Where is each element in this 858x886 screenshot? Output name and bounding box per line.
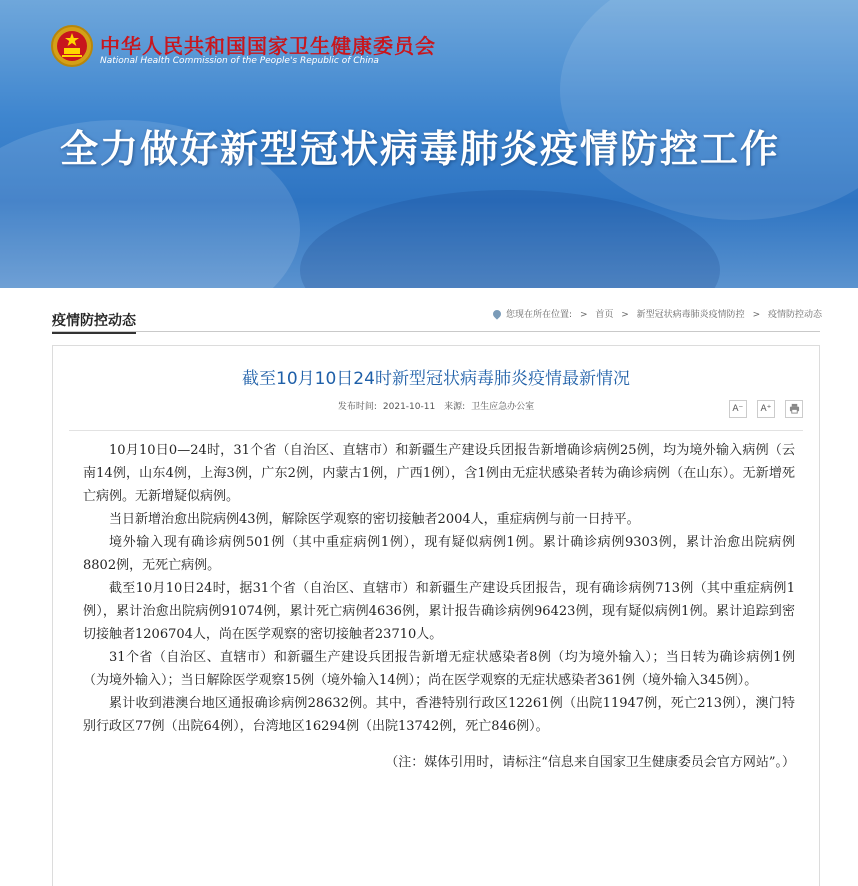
breadcrumb-item-current[interactable]: 疫情防控动态 <box>767 310 822 320</box>
article-tools <box>724 398 803 418</box>
source-label: 来源: <box>444 402 466 412</box>
breadcrumb-separator: > <box>579 310 588 320</box>
article-body <box>83 439 795 774</box>
article-container <box>52 345 820 886</box>
source-value: 卫生应急办公室 <box>471 402 535 412</box>
breadcrumb-item-epidemic-control[interactable]: 新型冠状病毒肺炎疫情防控 <box>636 310 745 320</box>
citation-note: （注：媒体引用时，请标注“信息来自国家卫生健康委员会官方网站”。） <box>385 755 795 770</box>
section-divider <box>52 331 820 332</box>
breadcrumb-prefix: 您现在所在位置: <box>506 310 573 320</box>
publish-date: 2021-10-11 <box>382 402 436 412</box>
org-name-en[interactable]: National Health Commission of the People's Republic of China <box>100 56 379 66</box>
section-title: 疫情防控动态 <box>52 310 136 334</box>
national-emblem-icon[interactable] <box>50 24 94 68</box>
meta-divider <box>69 430 803 431</box>
article-paragraph: 31个省（自治区、直辖市）和新疆生产建设兵团报告新增无症状感染者8例（均为境外输入）；当日转为确诊病例1例（为境外输入）；当日解除医学观察15例（境外输入14例）；尚在医学观察的无症状感染者361例（境外输入345例）。 <box>83 650 795 688</box>
print-button[interactable] <box>785 400 803 418</box>
article-paragraph: 境外输入现有确诊病例501例（其中重症病例1例），现有疑似病例1例。累计确诊病例9303例，累计治愈出院病例8802例，无死亡病例。 <box>83 535 795 573</box>
breadcrumb-separator: > <box>752 310 761 320</box>
banner-slogan: 全力做好新型冠状病毒肺炎疫情防控工作 <box>60 127 781 171</box>
article-meta <box>53 399 819 412</box>
article-paragraph: 累计收到港澳台地区通报确诊病例28632例。其中，香港特别行政区12261例（出院11947例，死亡213例），澳门特别行政区77例（出院64例），台湾地区16294例（出院13742例，死亡846例）。 <box>83 696 795 734</box>
font-decrease-button[interactable]: A⁻ <box>729 400 747 418</box>
location-pin-icon <box>491 308 502 319</box>
font-increase-button[interactable]: A⁺ <box>757 400 775 418</box>
article-paragraph: 10月10日0—24时，31个省（自治区、直辖市）和新疆生产建设兵团报告新增确诊病例25例，均为境外输入病例（云南14例，山东4例，上海3例，广东2例，内蒙古1例，广西1例），含1例由无症状感染者转为确诊病例（在山东）。无新增死亡病例。无新增疑似病例。 <box>83 443 795 504</box>
article-paragraph: 截至10月10日24时，据31个省（自治区、直辖市）和新疆生产建设兵团报告，现有确诊病例713例（其中重症病例1例），累计治愈出院病例91074例，累计死亡病例4636例，累计报告确诊病例96423例，现有疑似病例1例。累计追踪到密切接触者1206704人，尚在医学观察的密切接触者23710人。 <box>83 581 795 642</box>
breadcrumb-separator: > <box>621 310 629 320</box>
breadcrumb <box>493 307 822 320</box>
article-paragraph: 当日新增治愈出院病例43例，解除医学观察的密切接触者2004人，重症病例与前一日持平。 <box>109 512 640 527</box>
banner-decoration <box>560 0 858 220</box>
publish-label: 发布时间: <box>337 402 377 412</box>
org-name-cn[interactable]: 中华人民共和国国家卫生健康委员会 <box>100 34 436 58</box>
site-banner <box>0 0 858 288</box>
breadcrumb-item-home[interactable]: 首页 <box>595 310 614 320</box>
article-title: 截至10月10日24时新型冠状病毒肺炎疫情最新情况 <box>242 369 630 389</box>
print-icon <box>789 403 800 414</box>
